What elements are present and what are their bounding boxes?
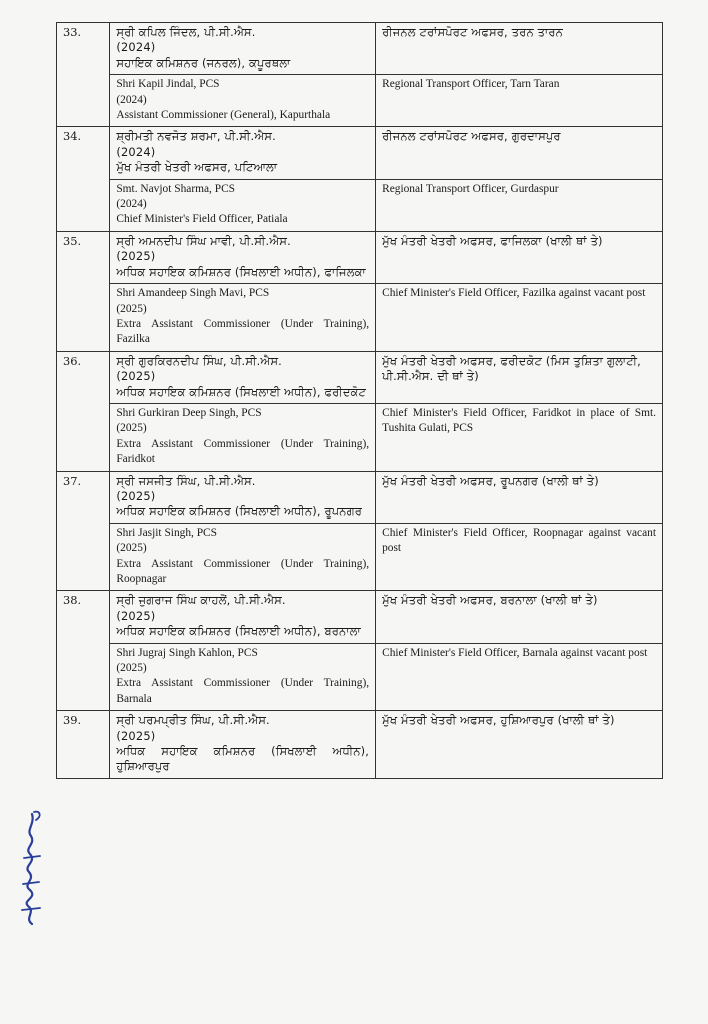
current-post-punjabi: ਅਧਿਕ ਸਹਾਇਕ ਕਮਿਸ਼ਨਰ (ਸਿਖਲਾਈ ਅਧੀਨ), ਹੁਸ਼ਿਆਰਪੁਰ (116, 744, 370, 774)
table-row-english (57, 523, 663, 591)
table-row-english (57, 179, 663, 231)
posting-orders-body (57, 23, 663, 779)
batch-year-punjabi: (2024) (116, 144, 156, 159)
officer-cell-english (110, 284, 376, 352)
new-posting-punjabi: ਮੁੱਖ ਮੰਤਰੀ ਖੇਤਰੀ ਅਫਸਰ, ਹੁਸ਼ਿਆਰਪੁਰ (ਖਾਲੀ ਥਾਂ ਤੇ) (376, 711, 663, 779)
officer-cell-punjabi (110, 127, 376, 179)
batch-year-english: (2024) (116, 93, 147, 106)
new-posting-punjabi: ਮੁੱਖ ਮੰਤਰੀ ਖੇਤਰੀ ਅਫਸਰ, ਬਰਨਾਲਾ (ਖਾਲੀ ਥਾਂ ਤੇ) (376, 591, 663, 643)
officer-name-english: Smt. Navjot Sharma, PCS (116, 182, 236, 195)
new-posting-english: Chief Minister's Field Officer, Roopnagar against vacant post (376, 523, 663, 591)
current-post-english: Extra Assistant Commissioner (Under Training), Faridkot (116, 437, 370, 466)
serial-number: 37. (57, 471, 110, 591)
batch-year-english: (2025) (116, 302, 147, 315)
batch-year-punjabi: (2025) (116, 608, 156, 623)
serial-number: 35. (57, 231, 110, 351)
officer-cell-english (110, 75, 376, 127)
officer-cell-english (110, 403, 376, 471)
table-row-english (57, 643, 663, 711)
officer-name-punjabi: ਸ੍ਰੀ ਅਮਨਦੀਪ ਸਿੰਘ ਮਾਵੀ, ਪੀ.ਸੀ.ਐਸ. (116, 233, 291, 248)
new-posting-english: Chief Minister's Field Officer, Barnala against vacant post (376, 643, 663, 711)
new-posting-english: Chief Minister's Field Officer, Fazilka against vacant post (376, 284, 663, 352)
serial-number: 36. (57, 351, 110, 471)
new-posting-english: Regional Transport Officer, Tarn Taran (376, 75, 663, 127)
new-posting-punjabi: ਰੀਜਨਲ ਟਰਾਂਸਪੋਰਟ ਅਫਸਰ, ਗੁਰਦਾਸਪੁਰ (376, 127, 663, 179)
batch-year-english: (2025) (116, 422, 147, 435)
officer-name-english: Shri Amandeep Singh Mavi, PCS (116, 287, 270, 300)
serial-number: 39. (57, 711, 110, 779)
officer-cell-punjabi (110, 231, 376, 283)
officer-name-punjabi: ਸ੍ਰੀ ਜੁਗਰਾਜ ਸਿੰਘ ਕਾਹਲੋਂ, ਪੀ.ਸੀ.ਐਸ. (116, 593, 286, 608)
table-row-punjabi (57, 711, 663, 779)
officer-name-english: Shri Kapil Jindal, PCS (116, 78, 220, 91)
current-post-punjabi: ਅਧਿਕ ਸਹਾਇਕ ਕਮਿਸ਼ਨਰ (ਸਿਖਲਾਈ ਅਧੀਨ), ਬਰਨਾਲਾ (116, 624, 361, 639)
batch-year-punjabi: (2025) (116, 488, 156, 503)
officer-name-punjabi: ਸ੍ਰੀ ਪਰਮਪ੍ਰੀਤ ਸਿੰਘ, ਪੀ.ਸੀ.ਐਸ. (116, 713, 270, 728)
officer-cell-punjabi (110, 591, 376, 643)
officer-cell-english (110, 643, 376, 711)
new-posting-punjabi: ਮੁੱਖ ਮੰਤਰੀ ਖੇਤਰੀ ਅਫਸਰ, ਫਰੀਦਕੋਟ (ਮਿਸ ਤੁਸ਼ਿਤਾ ਗੁਲਾਟੀ, ਪੀ.ਸੀ.ਐਸ. ਦੀ ਥਾਂ ਤੇ) (376, 351, 663, 403)
new-posting-english: Regional Transport Officer, Gurdaspur (376, 179, 663, 231)
officer-cell-punjabi (110, 711, 376, 779)
current-post-english: Chief Minister's Field Officer, Patiala (116, 213, 288, 226)
new-posting-punjabi: ਰੀਜਨਲ ਟਰਾਂਸਪੋਰਟ ਅਫਸਰ, ਤਰਨ ਤਾਰਨ (376, 23, 663, 75)
table-row-punjabi (57, 23, 663, 75)
current-post-english: Extra Assistant Commissioner (Under Training), Barnala (116, 677, 370, 705)
new-posting-punjabi: ਮੁੱਖ ਮੰਤਰੀ ਖੇਤਰੀ ਅਫਸਰ, ਫਾਜਿਲਕਾ (ਖਾਲੀ ਥਾਂ ਤੇ) (376, 231, 663, 283)
officer-cell-english (110, 523, 376, 591)
current-post-punjabi: ਅਧਿਕ ਸਹਾਇਕ ਕਮਿਸ਼ਨਰ (ਸਿਖਲਾਈ ਅਧੀਨ), ਫਾਜਿਲਕਾ (116, 264, 366, 279)
batch-year-punjabi: (2025) (116, 728, 156, 743)
current-post-punjabi: ਅਧਿਕ ਸਹਾਇਕ ਕਮਿਸ਼ਨਰ (ਸਿਖਲਾਈ ਅਧੀਨ), ਫਰੀਦਕੋਟ (116, 384, 367, 399)
current-post-english: Extra Assistant Commissioner (Under Training), Roopnagar (116, 557, 370, 585)
current-post-punjabi: ਅਧਿਕ ਸਹਾਇਕ ਕਮਿਸ਼ਨਰ (ਸਿਖਲਾਈ ਅਧੀਨ), ਰੂਪਨਗਰ (116, 504, 363, 519)
current-post-punjabi: ਮੁੱਖ ਮੰਤਰੀ ਖੇਤਰੀ ਅਫਸਰ, ਪਟਿਆਲਾ (116, 160, 278, 175)
table-row-punjabi (57, 231, 663, 283)
table-row-english (57, 284, 663, 352)
officer-name-punjabi: ਸ਼੍ਰੀਮਤੀ ਨਵਜੋਤ ਸ਼ਰਮਾ, ਪੀ.ਸੀ.ਐਸ. (116, 129, 276, 144)
batch-year-english: (2024) (116, 198, 147, 211)
batch-year-punjabi: (2025) (116, 369, 156, 384)
officer-cell-english (110, 179, 376, 231)
table-row-english (57, 75, 663, 127)
new-posting-punjabi: ਮੁੱਖ ਮੰਤਰੀ ਖੇਤਰੀ ਅਫਸਰ, ਰੂਪਨਗਰ (ਖਾਲੀ ਥਾਂ ਤੇ) (376, 471, 663, 523)
officer-name-english: Shri Gurkiran Deep Singh, PCS (116, 406, 262, 419)
table-row-punjabi (57, 351, 663, 403)
officer-cell-punjabi (110, 23, 376, 75)
officer-cell-punjabi (110, 471, 376, 523)
table-row-english (57, 403, 663, 471)
officer-name-english: Shri Jugraj Singh Kahlon, PCS (116, 646, 258, 659)
serial-number: 34. (57, 127, 110, 231)
batch-year-punjabi: (2025) (116, 249, 156, 264)
officer-name-punjabi: ਸ੍ਰੀ ਜਸਜੀਤ ਸਿੰਘ, ਪੀ.ਸੀ.ਐਸ. (116, 473, 256, 488)
current-post-english: Assistant Commissioner (General), Kapurthala (116, 109, 331, 122)
serial-number: 38. (57, 591, 110, 711)
officer-cell-punjabi (110, 351, 376, 403)
table-row-punjabi (57, 127, 663, 179)
batch-year-english: (2025) (116, 542, 147, 555)
handwritten-signature (10, 800, 50, 930)
serial-number: 33. (57, 23, 110, 127)
officer-name-english: Shri Jasjit Singh, PCS (116, 526, 217, 539)
officer-name-punjabi: ਸ੍ਰੀ ਗੁਰਕਿਰਨਦੀਪ ਸਿੰਘ, ਪੀ.ਸੀ.ਐਸ. (116, 353, 282, 368)
table-row-punjabi (57, 471, 663, 523)
current-post-punjabi: ਸਹਾਇਕ ਕਮਿਸ਼ਨਰ (ਜਨਰਲ), ਕਪੂਰਥਲਾ (116, 55, 291, 70)
table-row-punjabi (57, 591, 663, 643)
batch-year-english: (2025) (116, 662, 147, 675)
current-post-english: Extra Assistant Commissioner (Under Training), Fazilka (116, 317, 370, 346)
officer-name-punjabi: ਸ੍ਰੀ ਕਪਿਲ ਜਿੰਦਲ, ਪੀ.ਸੀ.ਐਸ. (116, 25, 256, 39)
batch-year-punjabi: (2024) (116, 40, 156, 55)
posting-orders-table (56, 22, 663, 779)
new-posting-english: Chief Minister's Field Officer, Faridkot in place of Smt. Tushita Gulati, PCS (376, 403, 663, 471)
